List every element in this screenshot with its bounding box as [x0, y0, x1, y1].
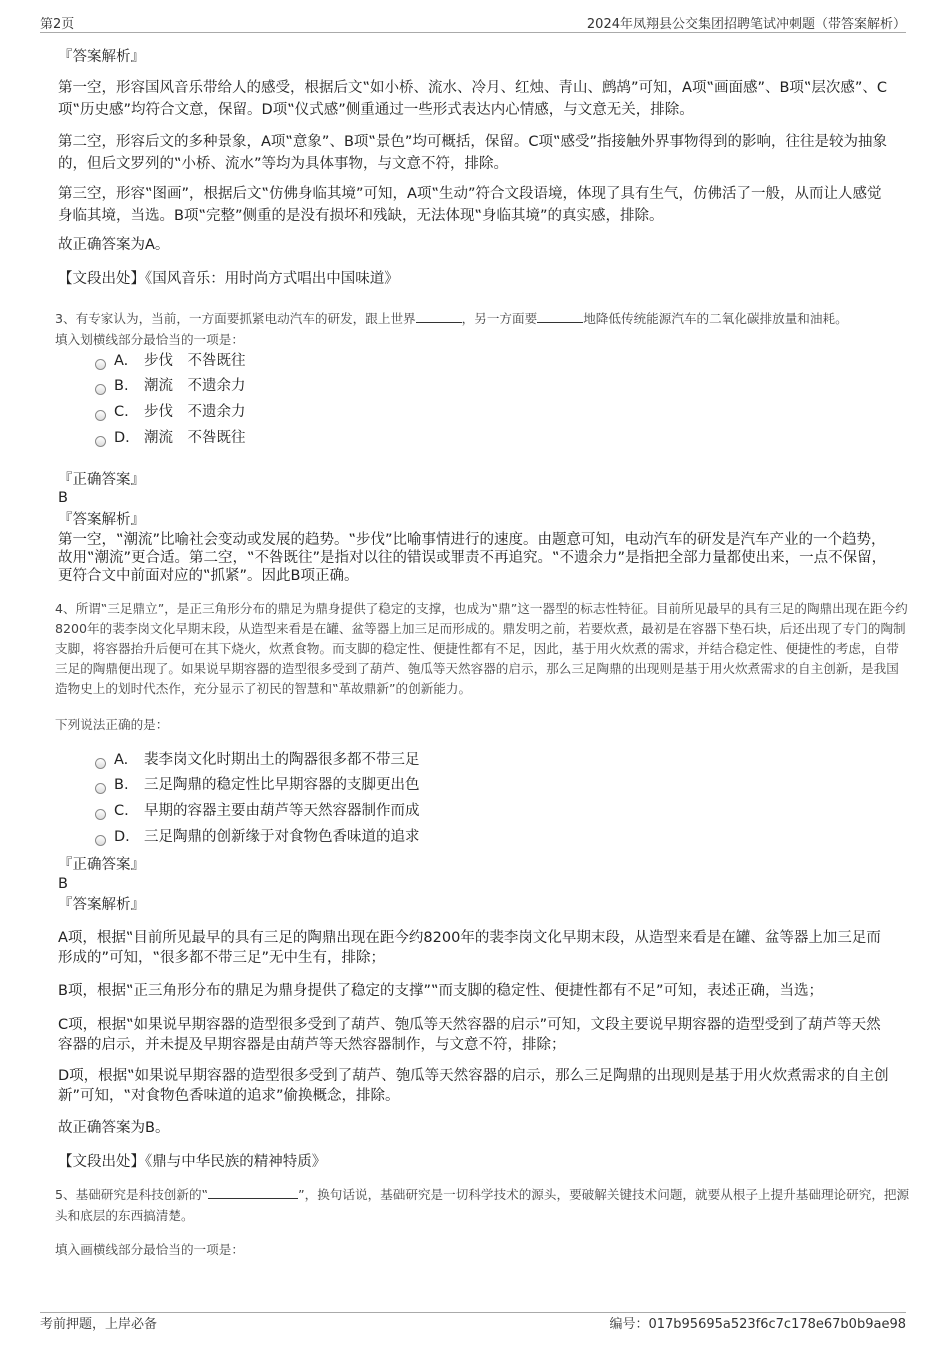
option-letter: B. [114, 378, 129, 394]
q3-answer: B [58, 490, 68, 506]
q2-analysis-para: 第一空，形容国风音乐带给人的感受，根据后文‟如小桥、流水、冷月、红烛、青山、鹧鸪”可知，A项‟画面感”、B项‟层次感”、C项‟历史感”均符合文意，保留。D项‟仪式感”侧重通过一些形式表达内心情感，与文意无关，排除。 [58, 80, 888, 118]
q4-analysis-para: B项，根据‟正三角形分布的鼎足为鼎身提供了稳定的支撑”‟而支脚的稳定性、便捷性都有不足”可知，表述正确，当选； [58, 983, 823, 999]
q4-analysis-label: 『答案解析』 [58, 897, 145, 913]
q2-conclusion: 故正确答案为A。 [58, 237, 170, 253]
blank-line [208, 1186, 298, 1199]
blank-line [416, 310, 462, 323]
option-text: 潮流 不遗余力 [144, 378, 246, 394]
q5-stem-text: ”，换句话说，基础研究是一切科学技术的源头，要破解关键技术问题，就要从根子上提升基础理论研究，把源头和底层的东西搞清楚。 [55, 1187, 910, 1223]
option-letter: D. [114, 430, 130, 446]
radio-icon[interactable] [95, 809, 106, 820]
q3-stem-text: 地降低传统能源汽车的二氧化碳排放量和油耗。 [583, 311, 848, 326]
q3-option-c[interactable] [95, 402, 246, 422]
option-text: 三足陶鼎的稳定性比早期容器的支脚更出色 [144, 777, 420, 793]
option-letter: A. [114, 752, 129, 768]
option-text: 步伐 不咎既往 [144, 353, 246, 369]
q4-option-b[interactable] [95, 775, 420, 795]
q4-option-d[interactable] [95, 827, 420, 847]
q2-analysis-para: 第三空，形容‟图画”，根据后文‟仿佛身临其境”可知，A项‟生动”符合文段语境，体现了具有生气，仿佛活了一般，从而让人感觉身临其境，当选。B项‟完整”侧重的是没有损坏和残缺，无法体现‟身临其境”的真实感，排除。 [58, 186, 882, 224]
q4-analysis-para: A项，根据‟目前所见最早的具有三足的陶鼎出现在距今约8200年的裴李岗文化早期末段，从造型来看是在罐、盆等器上加三足而形成的”可知，‟很多都不带三足”无中生有，排除； [58, 930, 881, 966]
document-id: 编号：017b95695a523f6c7c178e67b0b9ae98 [609, 1317, 906, 1332]
q5-stem [55, 1184, 910, 1226]
radio-icon[interactable] [95, 783, 106, 794]
option-text: 早期的容器主要由葫芦等天然容器制作而成 [144, 803, 420, 819]
q3-answer-label: 『正确答案』 [58, 472, 145, 488]
option-letter: C. [114, 404, 129, 420]
option-text: 步伐 不遗余力 [144, 404, 246, 420]
q3-option-d[interactable] [95, 428, 246, 448]
q4-source: 【文段出处】《鼎与中华民族的精神特质》 [58, 1154, 327, 1170]
q2-analysis-para: 第二空，形容后文的多种景象，A项‟意象”、B项‟景色”均可概括，保留。C项‟感受”指接触外界事物得到的影响，往往是较为抽象的，但后文罗列的‟小桥、流水”等均为具体事物，与文意不符，排除。 [58, 134, 888, 172]
q5-stem-text: 5、基础研究是科技创新的‟ [55, 1187, 209, 1202]
option-text: 裴李岗文化时期出土的陶器很多都不带三足 [144, 752, 420, 768]
q4-prompt: 下列说法正确的是： [55, 717, 169, 732]
radio-icon[interactable] [95, 384, 106, 395]
q4-analysis-para: C项，根据‟如果说早期容器的造型很多受到了葫芦、匏瓜等天然容器的启示”可知，文段主要说早期容器的造型受到了葫芦等天然容器的启示，并未提及早期容器是由葫芦等天然容器制作，与文意不符，排除； [58, 1017, 881, 1053]
q4-answer: B [58, 876, 68, 892]
option-letter: C. [114, 803, 129, 819]
option-text: 潮流 不咎既往 [144, 430, 246, 446]
q4-conclusion: 故正确答案为B。 [58, 1120, 170, 1136]
q3-analysis: 第一空，‟潮流”比喻社会变动或发展的趋势。‟步伐”比喻事情进行的速度。由题意可知，电动汽车的研发是汽车产业的一个趋势，故用‟潮流”更合适。第二空，‟不咎既往”是指对以往的错误或罪责不再追究。‟不遗余力”是指把全部力量都使出来，一点不保留，更符合文中前面对应的‟抓紧”。因此B项正确。 [58, 532, 887, 584]
q4-stem: 4、所谓‟三足鼎立”，是正三角形分布的鼎足为鼎身提供了稳定的支撑，也成为‟鼎”这一器型的标志性特征。目前所见最早的具有三足的陶鼎出现在距今约8200年的裴李岗文化早期末段，从造型来看是在罐、盆等器上加三足而形成的。鼎发明之前，若要炊煮，最初是在容器下垫石块，后还出现了专门的陶制支脚，将容器抬升后便可在其下烧火，炊煮食物。而支脚的稳定性、便捷性都有不足，因此，基于用火炊煮的需求，并结合稳定性、便捷性的考虑，自带三足的陶鼎便出现了。如果说早期容器的造型很多受到了葫芦、匏瓜等天然容器的启示，那么三足陶鼎的出现则是基于用火炊煮需求的自主创新，是我国造物史上的划时代杰作，充分显示了初民的智慧和‟革故鼎新”的创新能力。 [55, 601, 908, 696]
q5-prompt: 填入画横线部分最恰当的一项是： [55, 1242, 244, 1257]
radio-icon[interactable] [95, 758, 106, 769]
q2-source: 【文段出处】《国风音乐：用时尚方式唱出中国味道》 [58, 271, 399, 287]
radio-icon[interactable] [95, 410, 106, 421]
q3-analysis-label: 『答案解析』 [58, 512, 145, 528]
q4-option-c[interactable] [95, 801, 420, 821]
footer-slogan: 考前押题，上岸必备 [40, 1317, 158, 1332]
q3-stem [55, 308, 910, 350]
radio-icon[interactable] [95, 436, 106, 447]
document-title: 2024年凤翔县公交集团招聘笔试冲刺题（带答案解析） [586, 17, 906, 32]
header-divider [40, 32, 906, 33]
q3-prompt: 填入划横线部分最恰当的一项是： [55, 332, 244, 347]
option-letter: D. [114, 829, 130, 845]
q4-analysis-para: D项，根据‟如果说早期容器的造型很多受到了葫芦、匏瓜等天然容器的启示，那么三足陶鼎的出现则是基于用火炊煮需求的自主创新”可知，‟对食物色香味道的追求”偷换概念，排除。 [58, 1068, 889, 1104]
q3-option-a[interactable] [95, 351, 246, 371]
q2-analysis-label: 『答案解析』 [58, 49, 145, 65]
option-letter: B. [114, 777, 129, 793]
blank-line [537, 310, 583, 323]
q3-stem-text: ，另一方面要 [461, 311, 538, 326]
radio-icon[interactable] [95, 359, 106, 370]
q4-option-a[interactable] [95, 750, 420, 770]
q4-answer-label: 『正确答案』 [58, 857, 145, 873]
page-number: 第2页 [40, 17, 75, 32]
q3-option-b[interactable] [95, 376, 246, 396]
option-text: 三足陶鼎的创新缘于对食物色香味道的追求 [144, 829, 420, 845]
option-letter: A. [114, 353, 129, 369]
radio-icon[interactable] [95, 835, 106, 846]
q3-stem-text: 3、有专家认为，当前，一方面要抓紧电动汽车的研发，跟上世界 [55, 311, 416, 326]
